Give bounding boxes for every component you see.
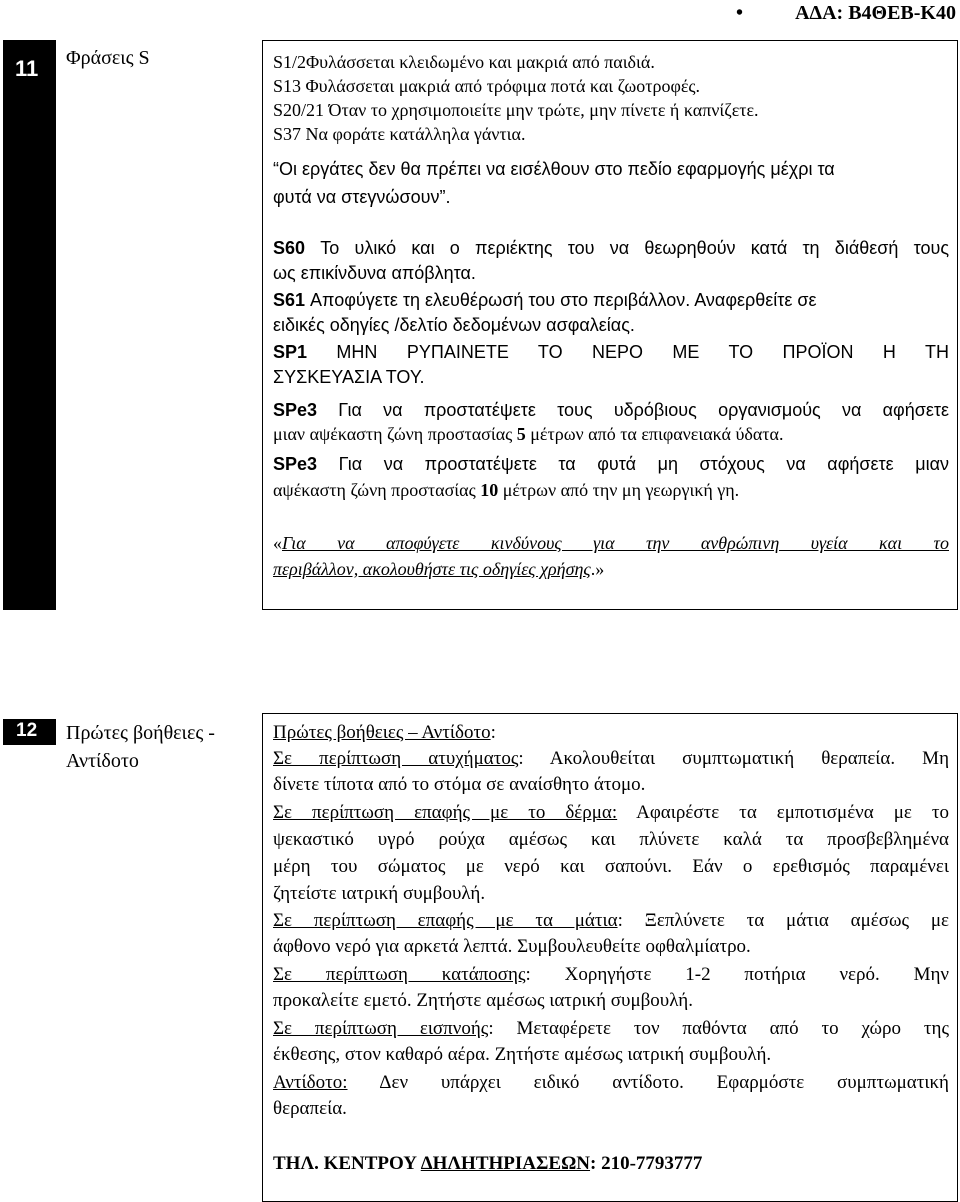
quote-mark: «	[273, 533, 282, 553]
ingestion-line-1	[273, 962, 949, 987]
workers-note-line-1: “Οι εργάτες δεν θα πρέπει να εισέλθουν στο πεδίο εφαρμογής μέχρι τα	[273, 159, 835, 179]
antidote-heading: Αντίδοτο:	[273, 1072, 348, 1093]
phrase-sp1-line-1	[273, 340, 949, 365]
phrase-s37: S37 Να φοράτε κατάλληλα γάντια.	[273, 124, 526, 144]
phrase-text: Για να προστατέψετε τους υδρόβιους οργανισμούς να αφήσετε	[317, 400, 949, 420]
phrase-text: ΜΗΝ ΡΥΠΑΙΝΕΤΕ ΤΟ ΝΕΡΟ ΜΕ ΤΟ ΠΡΟΪΟΝ Η ΤΗ	[307, 342, 949, 362]
phrase-s60-line-2: ως επικίνδυνα απόβλητα.	[273, 263, 476, 283]
phrase-text: μέτρων από την μη γεωργική γη.	[498, 480, 740, 500]
phrase-s61-line-1	[273, 288, 949, 313]
phrase-sp1-line-2: ΣΥΣΚΕΥΑΣΙΑ ΤΟΥ.	[273, 367, 425, 387]
quote-mark: .»	[590, 559, 605, 579]
section-number-12	[3, 719, 56, 745]
distance-value: 5	[516, 424, 526, 444]
first-aid-title	[273, 720, 949, 745]
phone-label: ΤΗΛ. ΚΕΝΤΡΟΥ	[273, 1153, 421, 1174]
ingestion-text: : Χορηγήστε 1-2 ποτήρια νερό. Μην	[525, 964, 949, 985]
accident-line-2: δίνετε τίποτα από το στόμα σε αναίσθητο άτομο.	[273, 774, 646, 795]
phrase-s1-2: S1/2Φυλάσσεται κλειδωμένο και μακριά από παιδιά.	[273, 52, 655, 72]
colon: :	[490, 722, 496, 743]
accident-heading: Σε περίπτωση ατυχήματος	[273, 748, 519, 769]
workers-note-line-2: φυτά να στεγνώσουν”.	[273, 187, 451, 207]
phrase-text: Αποφύγετε τη ελευθέρωσή του στο περιβάλλον. Αναφερθείτε σε	[305, 290, 817, 310]
section-number-11	[3, 40, 56, 610]
phrase-s60-line-1	[273, 236, 949, 261]
phrase-spe3b-line-2	[273, 478, 949, 503]
quote-text: Για να αποφύγετε κινδύνους για την ανθρώπινη υγεία και το	[282, 533, 949, 553]
phrase-spe3a-line-1	[273, 398, 949, 423]
skin-line-2: ψεκαστικό υγρό ρούχα αμέσως και πλύνετε καλά τα προσβεβλημένα	[273, 829, 949, 850]
phone-label-underlined: ΔΗΛΗΤΗΡΙΑΣΕΩΝ	[420, 1153, 591, 1174]
section-label-11: Φράσεις S	[66, 47, 150, 69]
distance-value: 10	[480, 480, 499, 500]
phrase-s61-line-2: ειδικές οδηγίες /δελτίο δεδομένων ασφαλείας.	[273, 315, 635, 335]
skin-line-4: ζητείστε ιατρική συμβουλή.	[273, 883, 486, 904]
section-number-text: 11	[15, 56, 39, 81]
phrase-text: Για να προστατέψετε τα φυτά μη στόχους να αφήσετε μιαν	[317, 454, 949, 474]
phrase-text: αψέκαστη ζώνη προστασίας	[273, 480, 481, 500]
phrase-s20-21: S20/21 Όταν το χρησιμοποιείτε μην τρώτε, μην πίνετε ή καπνίζετε.	[273, 100, 759, 120]
eyes-line-2: άφθονο νερό για αρκετά λεπτά. Συμβουλευθείτε οφθαλμίατρο.	[273, 936, 751, 957]
phrase-s13: S13 Φυλάσσεται μακριά από τρόφιμα ποτά και ζωοτροφές.	[273, 76, 701, 96]
phrase-text: Το υλικό και ο περιέκτης του να θεωρηθούν κατά τη διάθεσή τους	[305, 238, 949, 258]
phrase-code: SPe3	[273, 400, 318, 420]
document-code: ΑΔΑ: Β4ΘΕΒ-Κ40	[795, 2, 956, 24]
phrase-text: μιαν αψέκαστη ζώνη προστασίας	[273, 424, 517, 444]
phrase-text: μέτρων από τα επιφανειακά ύδατα.	[525, 424, 784, 444]
eyes-heading: Σε περίπτωση επαφής με τα μάτια	[273, 910, 618, 931]
eyes-text: : Ξεπλύνετε τα μάτια αμέσως με	[617, 910, 949, 931]
skin-line-3: μέρη του σώματος με νερό και σαπούνι. Εάν ο ερεθισμός παραμένει	[273, 856, 949, 877]
skin-line-1	[273, 800, 949, 825]
section-label-line-1: Πρώτες βοήθειες -	[66, 722, 215, 744]
poison-center-phone	[273, 1151, 949, 1176]
antidote-line-1	[273, 1070, 949, 1095]
inhalation-line-1	[273, 1016, 949, 1041]
page-header	[656, 2, 956, 32]
accident-text: : Ακολουθείται συμπτωματική θεραπεία. Μη	[518, 748, 950, 769]
skin-heading: Σε περίπτωση επαφής με το δέρμα:	[273, 802, 618, 823]
usage-quote-line-1	[273, 531, 949, 556]
header-bullet: •	[736, 2, 744, 24]
ingestion-heading: Σε περίπτωση κατάποσης	[273, 964, 526, 985]
phrase-code: SP1	[273, 342, 308, 362]
inhalation-line-2: έκθεσης, στον καθαρό αέρα. Ζητήστε αμέσως ιατρική συμβουλή.	[273, 1044, 772, 1065]
section-label-line-2: Αντίδοτο	[66, 750, 139, 772]
antidote-line-2: θεραπεία.	[273, 1098, 347, 1119]
phrase-code: S60	[273, 238, 306, 258]
quote-text: περιβάλλον, ακολουθήστε τις οδηγίες χρήσης	[273, 559, 591, 579]
inhalation-heading: Σε περίπτωση εισπνοής	[273, 1018, 489, 1039]
usage-quote-line-2	[273, 557, 949, 582]
inhalation-text: : Μεταφέρετε τον παθόντα από το χώρο της	[488, 1018, 949, 1039]
ingestion-line-2: προκαλείτε εμετό. Ζητήστε αμέσως ιατρική συμβουλή.	[273, 990, 693, 1011]
phrase-spe3a-line-2	[273, 422, 949, 447]
phrase-spe3b-line-1	[273, 452, 949, 477]
skin-text: Αφαιρέστε τα εμποτισμένα με το	[617, 802, 950, 823]
first-aid-heading: Πρώτες βοήθειες – Αντίδοτο	[273, 722, 491, 743]
eyes-line-1	[273, 908, 949, 933]
antidote-text: Δεν υπάρχει ειδικό αντίδοτο. Εφαρμόστε συμπτωματική	[347, 1072, 949, 1093]
section-number-text: 12	[16, 720, 38, 741]
phrase-code: SPe3	[273, 454, 318, 474]
accident-line-1	[273, 746, 949, 771]
phone-number: : 210-7793777	[590, 1153, 703, 1174]
phrase-code: S61	[273, 290, 306, 310]
section-label-12	[66, 719, 215, 775]
